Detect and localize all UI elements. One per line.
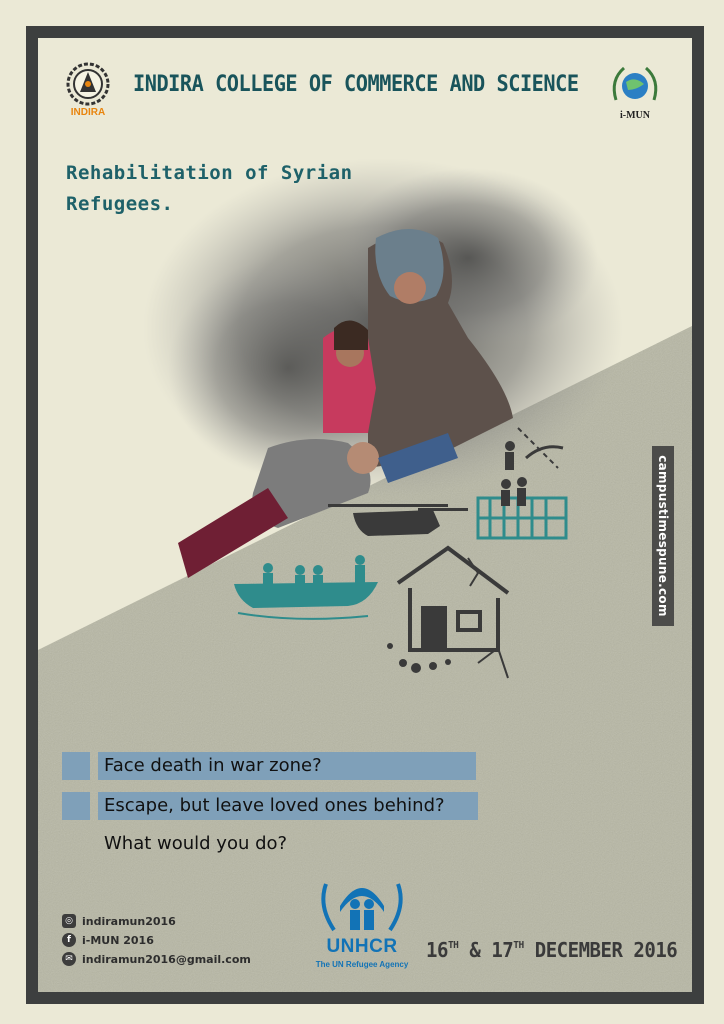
poster-title-line1: Rehabilitation of Syrian (66, 162, 353, 184)
social-instagram-text: indiramun2016 (82, 914, 176, 928)
event-date (426, 938, 677, 962)
date-sup2: TH (513, 940, 524, 951)
date-joiner: & (458, 938, 492, 962)
date-day2: 17 (491, 938, 514, 962)
unhcr-name: UNHCR (326, 936, 398, 957)
question-marker (62, 752, 90, 780)
question-1: Face death in war zone? (104, 755, 322, 776)
date-rest: DECEMBER 2016 (523, 938, 678, 962)
watermark-strip (652, 446, 674, 626)
instagram-icon: ◎ (62, 914, 76, 928)
unhcr-tagline: The UN Refugee Agency (315, 960, 409, 969)
social-facebook-text: i-MUN 2016 (82, 933, 154, 947)
imun-logo-text: i-MUN (620, 110, 650, 121)
indira-logo (62, 62, 114, 118)
indira-logo-text: INDIRA (70, 107, 106, 118)
facebook-icon: f (62, 933, 76, 947)
question-3: What would you do? (104, 833, 288, 854)
question-2: Escape, but leave loved ones behind? (104, 795, 445, 816)
date-day1: 16 (426, 938, 448, 962)
email-icon: ✉ (62, 952, 76, 966)
poster-title-line2: Refugees. (66, 193, 174, 215)
social-facebook[interactable] (62, 931, 154, 949)
social-instagram[interactable] (62, 912, 176, 930)
college-name: INDIRA COLLEGE OF COMMERCE AND SCIENCE (133, 72, 579, 97)
social-email[interactable] (62, 950, 251, 968)
social-email-text: indiramun2016@gmail.com (82, 952, 251, 966)
watermark-text: campustimespune.com (656, 455, 670, 617)
imun-logo (606, 60, 664, 122)
date-sup1: TH (447, 940, 459, 951)
question-marker (62, 792, 90, 820)
